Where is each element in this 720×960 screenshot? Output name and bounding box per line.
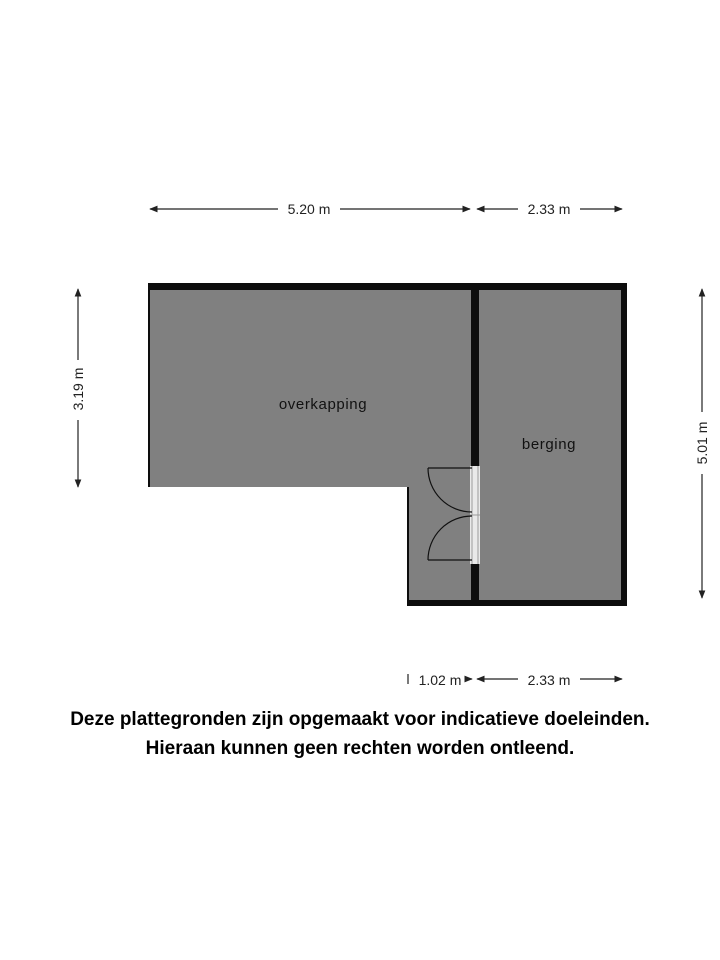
disclaimer-line-2: Hieraan kunnen geen rechten worden ontleend. [145, 738, 575, 759]
dimension-label: 2.33 m [527, 201, 571, 217]
dimension-left [70, 289, 86, 487]
dimension-label: 2.33 m [527, 672, 571, 688]
dimension-label: 1.02 m [418, 672, 462, 688]
dimension-label: 5.20 m [287, 201, 331, 217]
disclaimer-line-1: Deze plattegronden zijn opgemaakt voor indicatieve doeleinden. [70, 709, 650, 730]
dimension-top-left [150, 201, 470, 217]
dimension-label: 3.19 m [70, 367, 86, 411]
dimension-label: 5.01 m [694, 421, 710, 465]
room-label-berging: berging [521, 436, 577, 453]
dimension-bottom-right [477, 672, 622, 688]
dimension-top-right [477, 201, 622, 217]
room-label-overkapping: overkapping [278, 396, 368, 413]
dimension-right [694, 289, 710, 598]
dimension-bottom-left [408, 672, 472, 688]
